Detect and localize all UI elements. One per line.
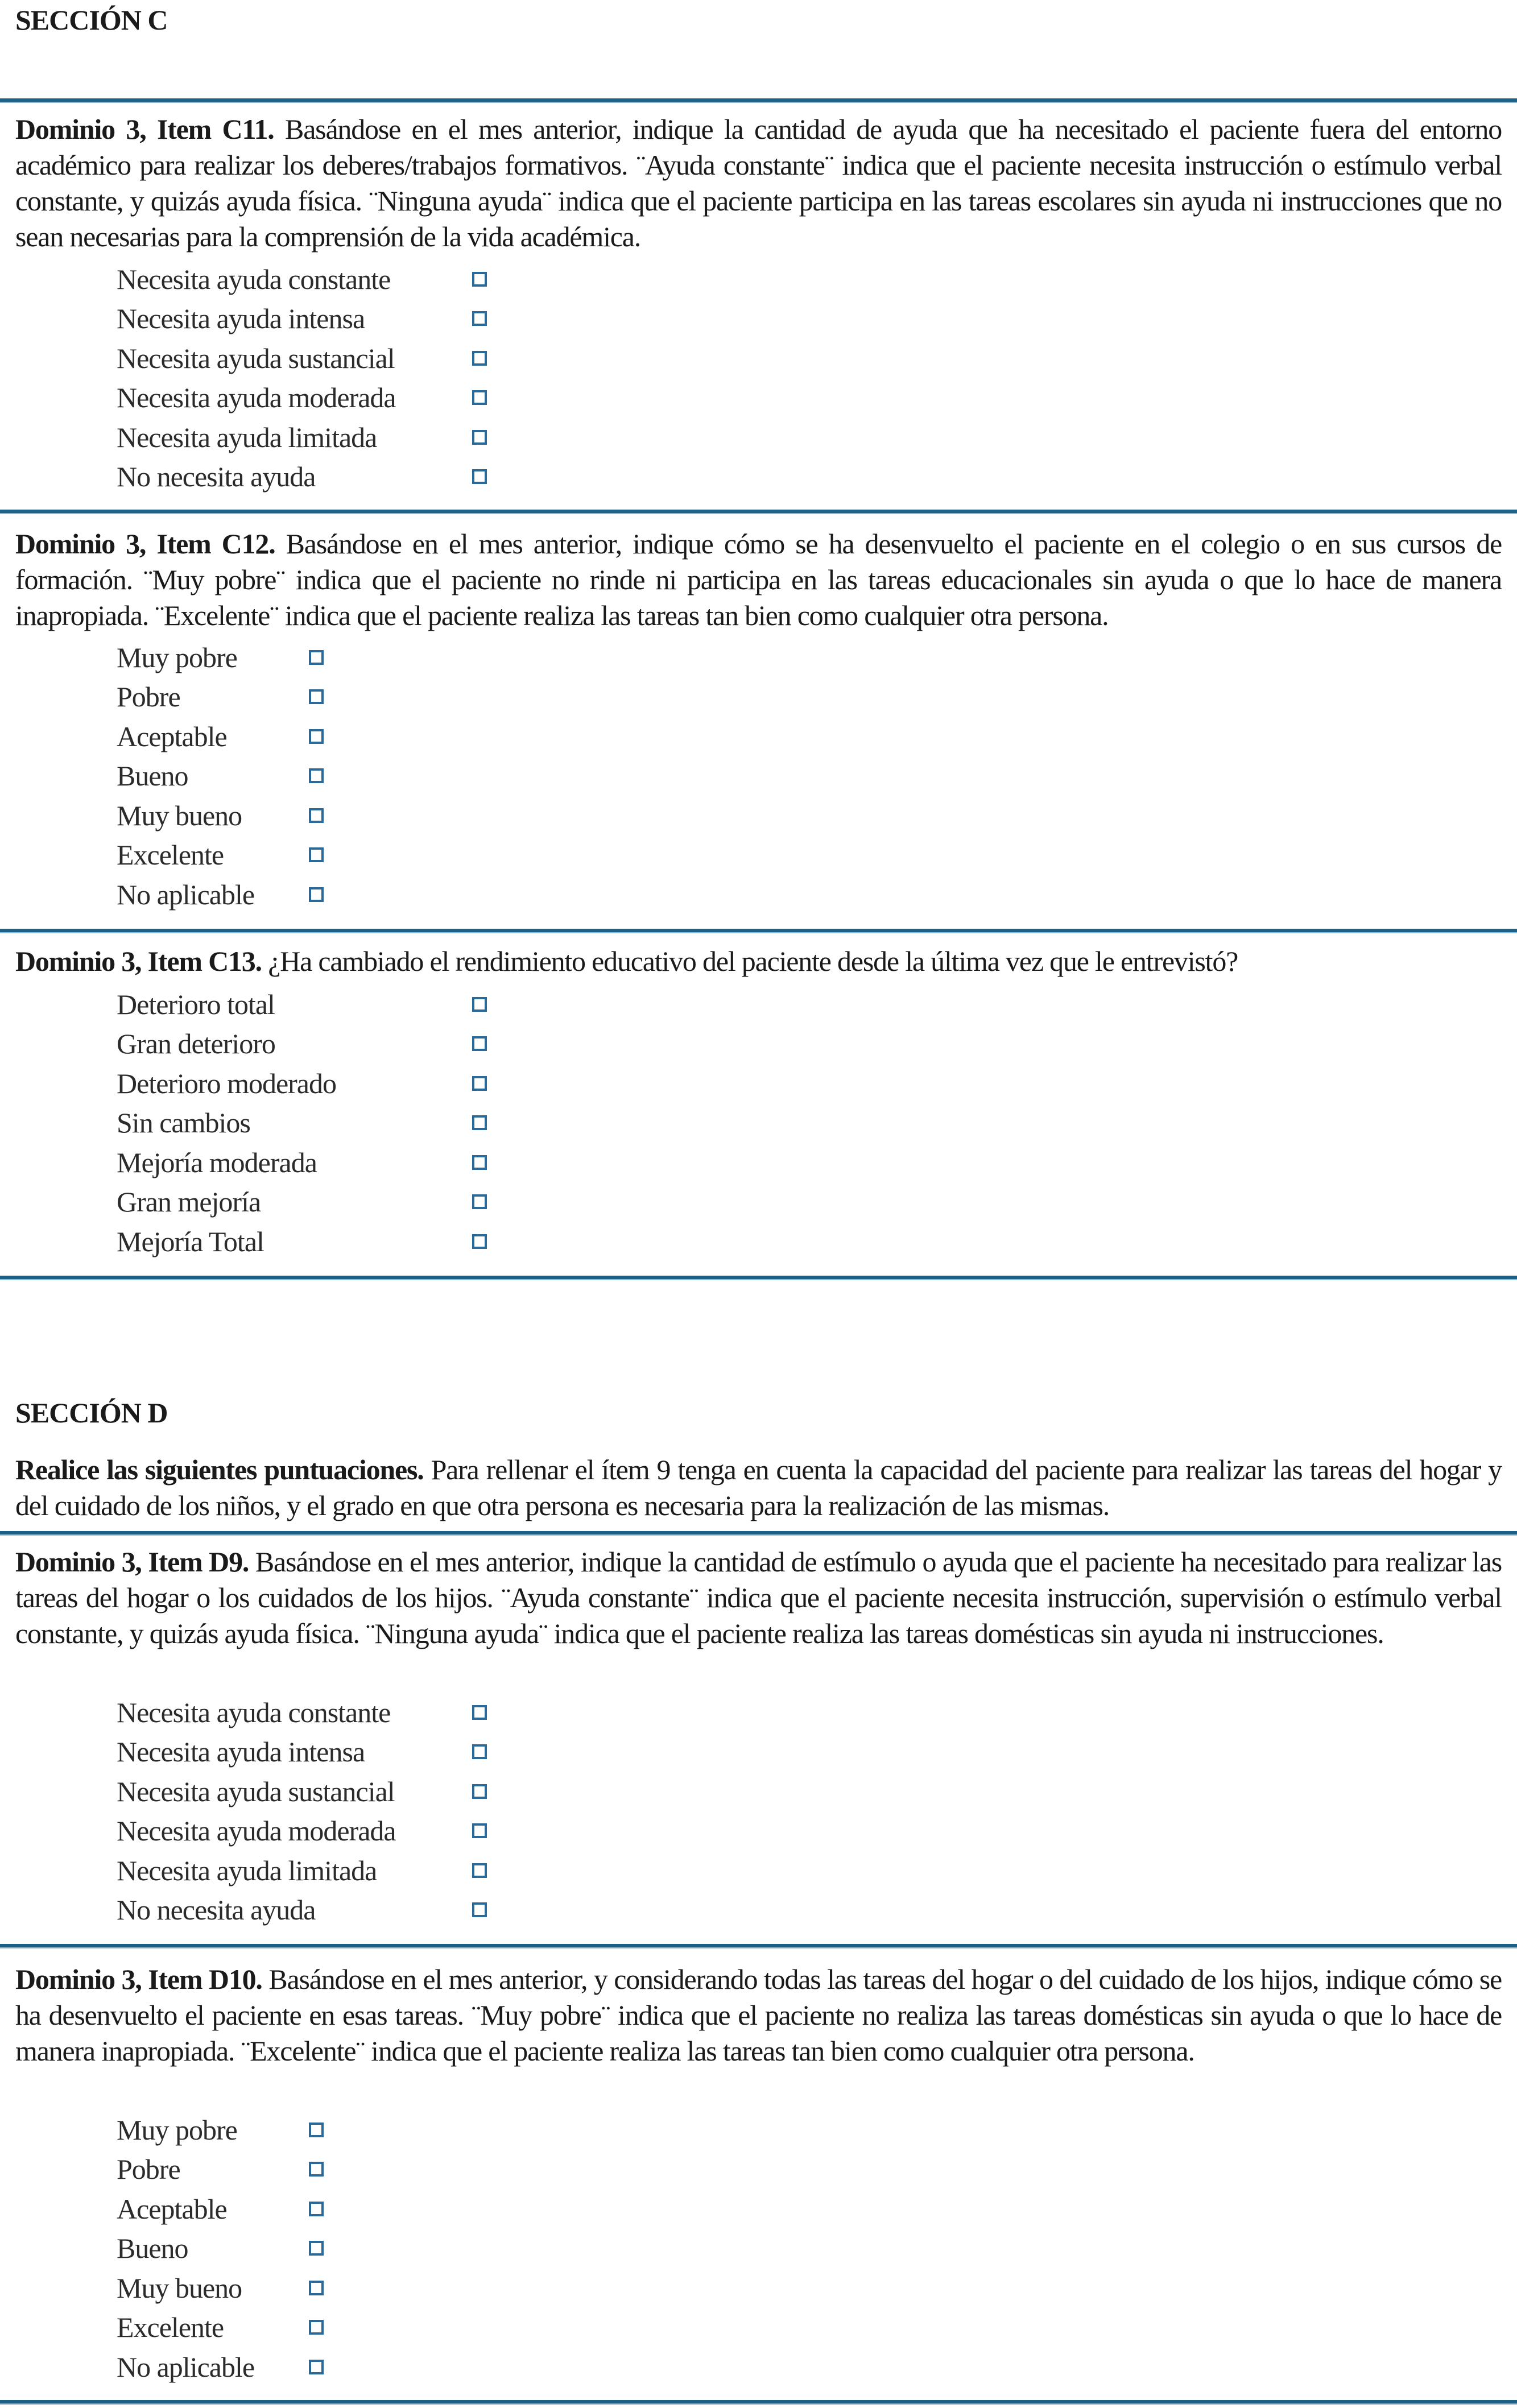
option-row <box>117 457 396 497</box>
option-row <box>117 2347 254 2387</box>
option-checkbox[interactable] <box>472 1234 487 1249</box>
item-heading: Dominio 3, Item D9. <box>15 1546 249 1578</box>
item-d9-options <box>117 1693 396 1930</box>
option-checkbox[interactable] <box>472 997 487 1012</box>
option-label: Necesita ayuda sustancial <box>117 1775 395 1807</box>
option-row <box>117 299 396 339</box>
option-row <box>117 1851 396 1890</box>
option-label: Necesita ayuda moderada <box>117 1815 396 1847</box>
intro-heading: Realice las siguientes puntuaciones. <box>15 1454 424 1486</box>
option-row <box>117 1182 336 1222</box>
option-row <box>117 1024 336 1064</box>
item-c13-text <box>15 944 1502 979</box>
intro-description: Para rellenar el ítem 9 tenga en cuenta la capacidad del paciente para realizar las tareas del hogar y del cuidado de los niños, y el grado en que otra persona es necesaria para la realización de las mismas. <box>15 1454 1502 1521</box>
option-checkbox[interactable] <box>309 887 324 902</box>
option-row <box>117 717 254 756</box>
item-c12-options <box>117 638 254 915</box>
option-checkbox[interactable] <box>472 1036 487 1051</box>
option-row <box>117 2268 254 2308</box>
option-checkbox[interactable] <box>309 2241 324 2256</box>
option-row <box>117 835 254 875</box>
option-checkbox[interactable] <box>309 2360 324 2374</box>
option-checkbox[interactable] <box>309 2320 324 2335</box>
option-label: Gran deterioro <box>117 1028 275 1060</box>
option-row <box>117 756 254 796</box>
option-checkbox[interactable] <box>472 390 487 405</box>
option-checkbox[interactable] <box>309 689 324 704</box>
option-checkbox[interactable] <box>472 311 487 326</box>
divider <box>0 2400 1517 2405</box>
option-row <box>117 1732 396 1772</box>
option-label: No aplicable <box>117 878 255 911</box>
option-checkbox[interactable] <box>472 1705 487 1720</box>
item-d9-text <box>15 1544 1502 1652</box>
option-row <box>117 417 396 457</box>
divider <box>0 1531 1517 1536</box>
option-checkbox[interactable] <box>472 1155 487 1170</box>
option-label: Necesita ayuda limitada <box>117 1854 377 1886</box>
option-checkbox[interactable] <box>472 1076 487 1091</box>
option-checkbox[interactable] <box>472 469 487 484</box>
section-d-title: SECCIÓN D <box>15 1397 168 1429</box>
option-row <box>117 2110 254 2150</box>
option-checkbox[interactable] <box>472 1902 487 1917</box>
option-checkbox[interactable] <box>472 430 487 445</box>
option-row <box>117 1222 336 1261</box>
option-label: Necesita ayuda intensa <box>117 1736 365 1768</box>
option-label: Necesita ayuda sustancial <box>117 342 395 374</box>
option-row <box>117 1693 396 1732</box>
option-label: Necesita ayuda intensa <box>117 303 365 335</box>
option-label: Muy bueno <box>117 799 242 831</box>
option-checkbox[interactable] <box>472 1823 487 1838</box>
option-checkbox[interactable] <box>309 808 324 823</box>
option-row <box>117 1103 336 1143</box>
option-label: Mejoría Total <box>117 1225 264 1257</box>
section-d-intro <box>15 1452 1502 1524</box>
option-checkbox[interactable] <box>309 729 324 744</box>
option-label: No aplicable <box>117 2351 255 2383</box>
option-row <box>117 677 254 717</box>
option-row <box>117 378 396 418</box>
option-checkbox[interactable] <box>472 351 487 366</box>
divider <box>0 510 1517 514</box>
option-row <box>117 338 396 378</box>
item-d10-text <box>15 1962 1502 2069</box>
item-description: Basándose en el mes anterior, indique la cantidad de estímulo o ayuda que el paciente ha necesitado para realizar las tareas del hogar o los cuidados de los hijos. ¨Ayuda constante¨ indica que el paciente necesita instrucción, supervisión o estímulo verbal constante, y quizás ayuda física. ¨Ninguna ayuda¨ indica que el paciente realiza las tareas domésticas sin ayuda ni instrucciones. <box>15 1546 1502 1649</box>
divider <box>0 98 1517 103</box>
option-checkbox[interactable] <box>309 2162 324 2177</box>
item-description: ¿Ha cambiado el rendimiento educativo del paciente desde la última vez que le entrevistó? <box>261 945 1238 977</box>
option-row <box>117 1064 336 1103</box>
item-d10-options <box>117 2110 254 2387</box>
item-c12-text <box>15 526 1502 634</box>
option-checkbox[interactable] <box>309 768 324 783</box>
option-label: Pobre <box>117 2153 180 2186</box>
item-description: Basándose en el mes anterior, indique la cantidad de ayuda que ha necesitado el paciente fuera del entorno académico para realizar los deberes/trabajos formativos. ¨Ayuda constante¨ indica que el paciente necesita instrucción o estímulo verbal constante, y quizás ayuda física. ¨Ninguna ayuda¨ indica que el paciente participa en las tareas escolares sin ayuda ni instrucciones que no sean necesarias para la comprensión de la vida académica. <box>15 113 1502 253</box>
option-row <box>117 875 254 915</box>
option-label: Gran mejoría <box>117 1186 261 1218</box>
option-label: Sin cambios <box>117 1107 250 1139</box>
item-heading: Dominio 3, Item C12. <box>15 528 275 560</box>
divider <box>0 929 1517 933</box>
option-checkbox[interactable] <box>472 1863 487 1878</box>
option-row <box>117 2308 254 2348</box>
option-checkbox[interactable] <box>472 1194 487 1209</box>
option-checkbox[interactable] <box>309 650 324 665</box>
item-c11-options <box>117 259 396 497</box>
option-label: No necesita ayuda <box>117 1894 316 1926</box>
option-checkbox[interactable] <box>472 1115 487 1130</box>
option-label: Aceptable <box>117 2192 227 2225</box>
option-row <box>117 796 254 835</box>
option-label: Muy bueno <box>117 2272 242 2304</box>
option-checkbox[interactable] <box>472 1744 487 1759</box>
option-row <box>117 2229 254 2269</box>
option-row <box>117 984 336 1024</box>
divider <box>0 1276 1517 1280</box>
option-label: Deterioro moderado <box>117 1067 337 1099</box>
option-label: Necesita ayuda constante <box>117 263 391 295</box>
option-label: No necesita ayuda <box>117 461 316 493</box>
option-label: Bueno <box>117 760 188 792</box>
item-c13-options <box>117 984 336 1261</box>
option-row <box>117 1143 336 1182</box>
option-label: Mejoría moderada <box>117 1146 317 1178</box>
item-c11-text <box>15 111 1502 255</box>
option-row <box>117 1811 396 1851</box>
item-heading: Dominio 3, Item C13. <box>15 945 262 977</box>
option-checkbox[interactable] <box>309 2122 324 2137</box>
option-label: Necesita ayuda limitada <box>117 421 377 453</box>
divider <box>0 1944 1517 1948</box>
option-label: Excelente <box>117 2311 224 2344</box>
option-label: Deterioro total <box>117 988 275 1020</box>
item-description: Basándose en el mes anterior, y considerando todas las tareas del hogar o del cuidado de los hijos, indique cómo se ha desenvuelto el paciente en esas tareas. ¨Muy pobre¨ indica que el paciente no realiza las tareas domésticas sin ayuda o que lo hace de manera inapropiada. ¨Excelente¨ indica que el paciente realiza las tareas tan bien como cualquier otra persona. <box>15 1963 1502 2067</box>
option-label: Necesita ayuda moderada <box>117 382 396 414</box>
option-label: Bueno <box>117 2232 188 2265</box>
option-checkbox[interactable] <box>309 2202 324 2216</box>
option-label: Muy pobre <box>117 641 237 673</box>
option-row <box>117 638 254 677</box>
item-heading: Dominio 3, Item D10. <box>15 1963 262 1995</box>
option-row <box>117 2150 254 2190</box>
section-c-title: SECCIÓN C <box>15 4 168 36</box>
option-label: Necesita ayuda constante <box>117 1696 391 1728</box>
option-row <box>117 259 396 299</box>
option-row <box>117 1772 396 1811</box>
option-checkbox[interactable] <box>309 2281 324 2295</box>
option-label: Pobre <box>117 681 180 713</box>
option-label: Aceptable <box>117 720 227 752</box>
option-label: Excelente <box>117 839 224 871</box>
option-row <box>117 1890 396 1930</box>
option-checkbox[interactable] <box>472 1784 487 1799</box>
item-heading: Dominio 3, Item C11. <box>15 113 274 145</box>
option-checkbox[interactable] <box>472 272 487 287</box>
option-row <box>117 2189 254 2229</box>
option-label: Muy pobre <box>117 2113 237 2146</box>
item-description: Basándose en el mes anterior, indique cómo se ha desenvuelto el paciente en el colegio o en sus cursos de formación. ¨Muy pobre¨ indica que el paciente no rinde ni participa en las tareas educacionales sin ayuda o que lo hace de manera inapropiada. ¨Excelente¨ indica que el paciente realiza las tareas tan bien como cualquier otra persona. <box>15 528 1502 631</box>
option-checkbox[interactable] <box>309 847 324 862</box>
